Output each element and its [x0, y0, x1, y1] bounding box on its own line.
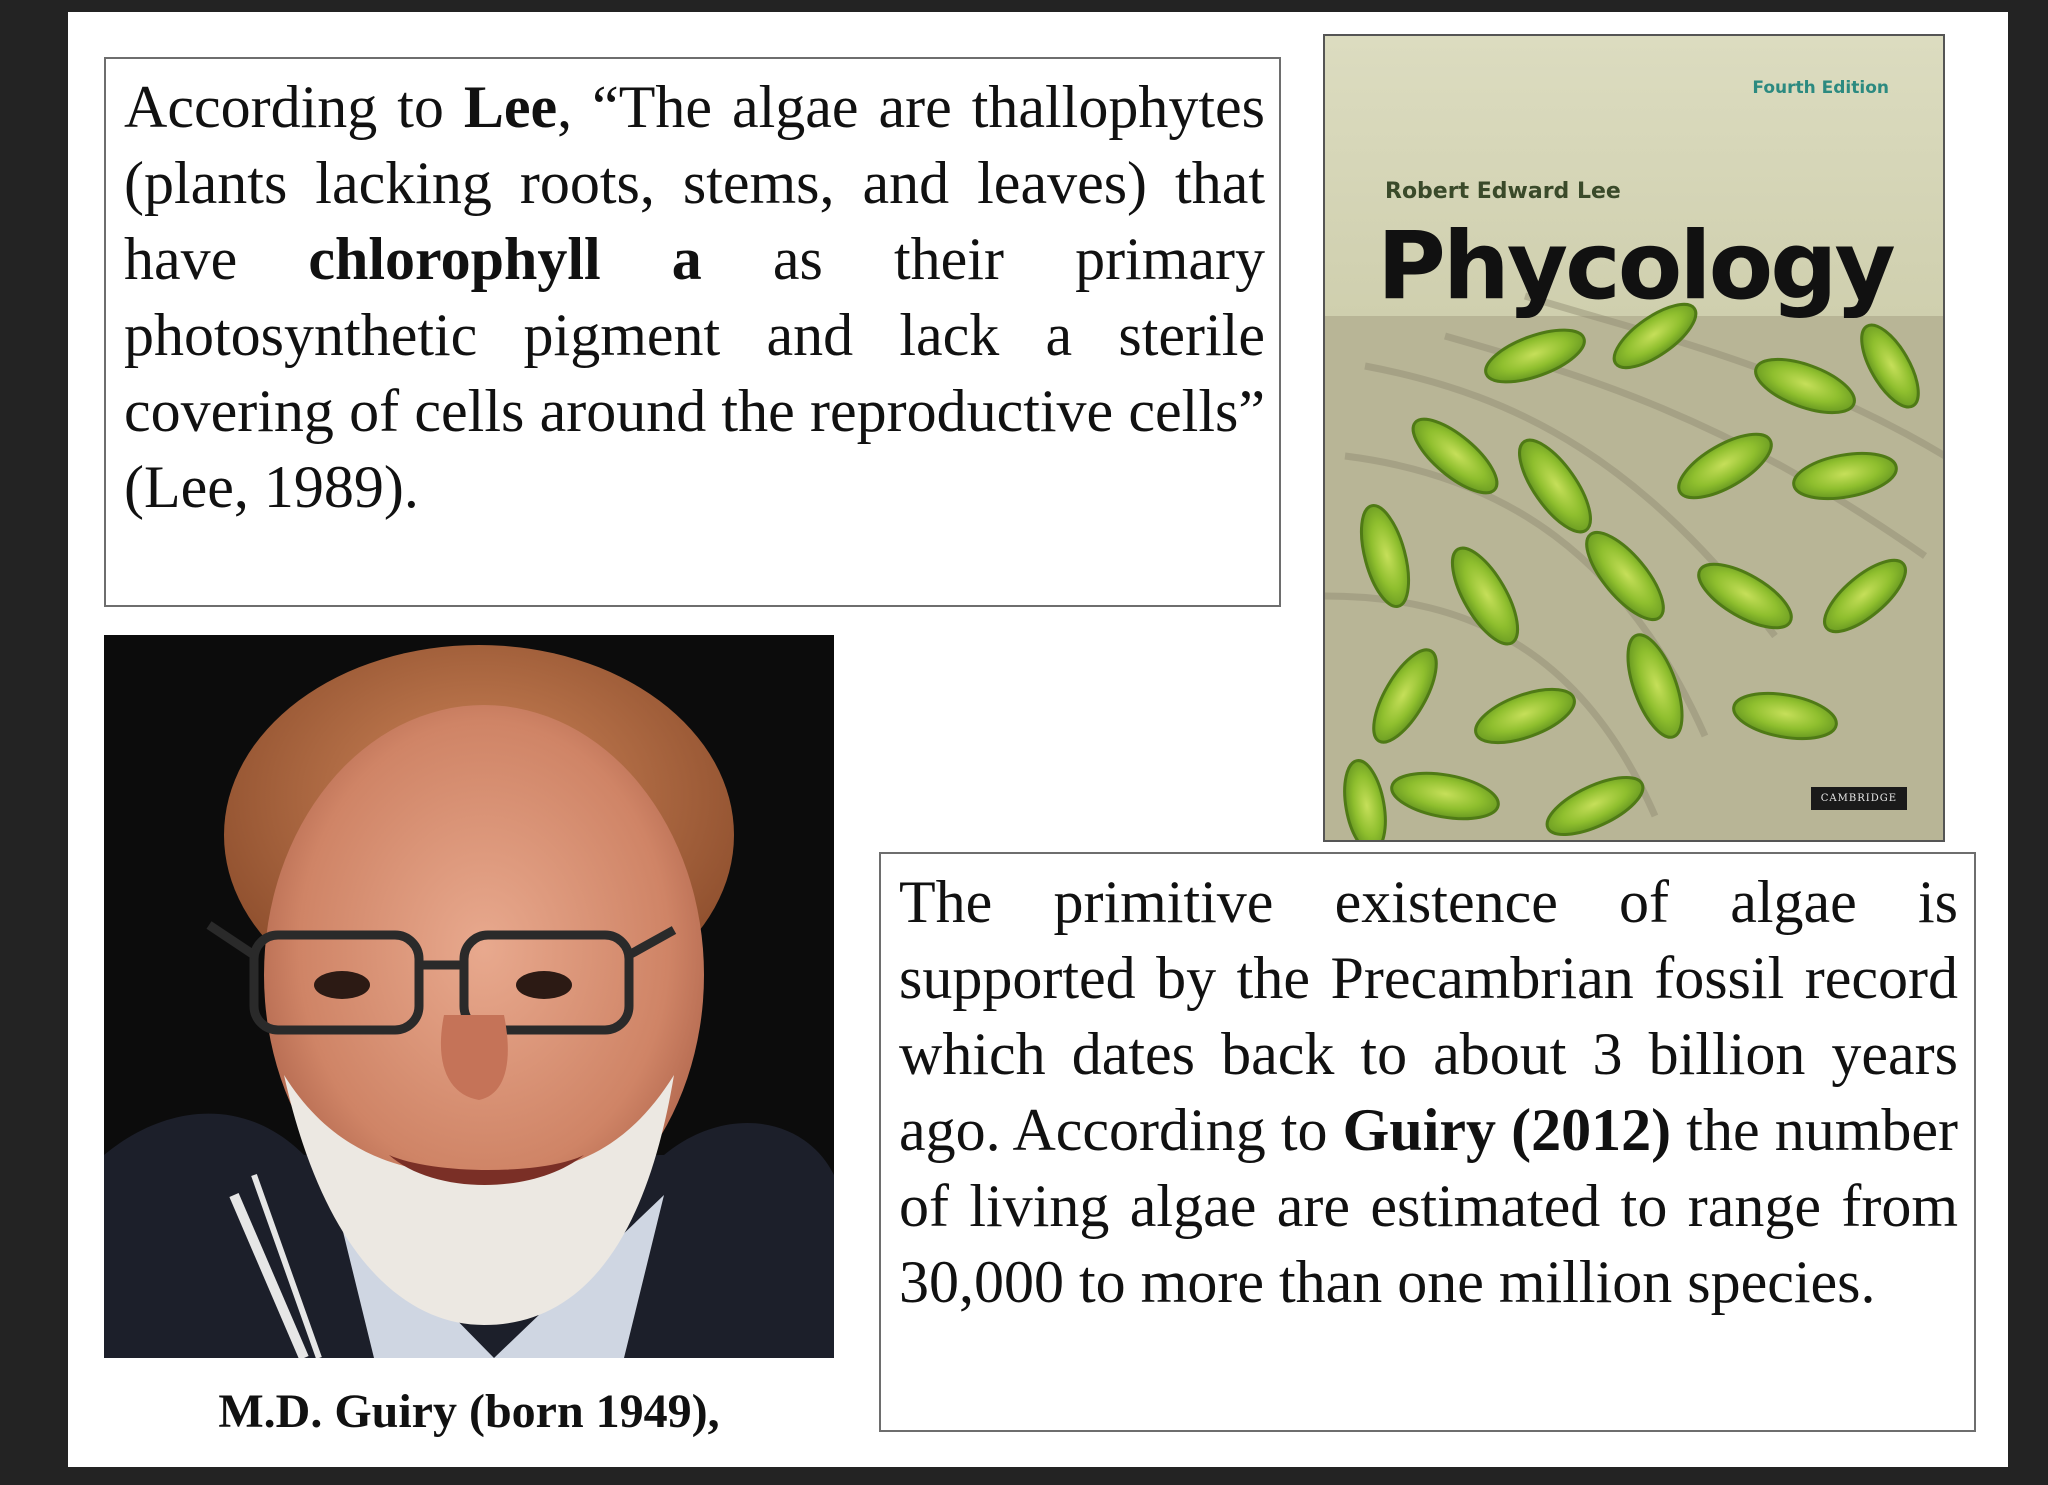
fossil-record-box: [879, 852, 1976, 1432]
book-edition: Fourth Edition: [1752, 78, 1889, 98]
photo-caption: M.D. Guiry (born 1949),: [218, 1385, 720, 1438]
fossil-record-text: [899, 864, 1958, 1320]
book-title: Phycology: [1377, 212, 1893, 321]
book-author: Robert Edward Lee: [1385, 179, 1621, 204]
bold-text-1: Lee: [463, 74, 558, 140]
portrait-illustration: [104, 635, 834, 1358]
lee-quote-text: [124, 69, 1265, 525]
lee-quote-box: [104, 57, 1281, 607]
text-run-0: According to: [124, 74, 464, 140]
slide: [68, 12, 2008, 1467]
text-run-4: as their primary photosynthetic pigment and lack a sterile covering of cells around the reproductive cells” (Lee, 1989).: [124, 226, 1265, 520]
text-run-0: The primitive existence of algae is supported by the Precambrian fossil record which dates back to about 3 billion years ago. According to: [899, 869, 1958, 1163]
bold-text-3: chlorophyll a: [308, 226, 702, 292]
text-run-2: the number of living algae are estimated to range from 30,000 to more than one million species.: [899, 1097, 1958, 1315]
phycology-book-cover: [1323, 34, 1945, 842]
text-run-2: , “The algae are thallophytes (plants lacking roots, stems, and leaves) that have: [124, 74, 1265, 292]
guiry-portrait-photo: [104, 635, 834, 1358]
book-publisher-logo: CAMBRIDGE: [1811, 787, 1907, 810]
algae-cover-illustration: [1325, 36, 1945, 842]
bold-text-1: Guiry (2012): [1342, 1097, 1672, 1163]
